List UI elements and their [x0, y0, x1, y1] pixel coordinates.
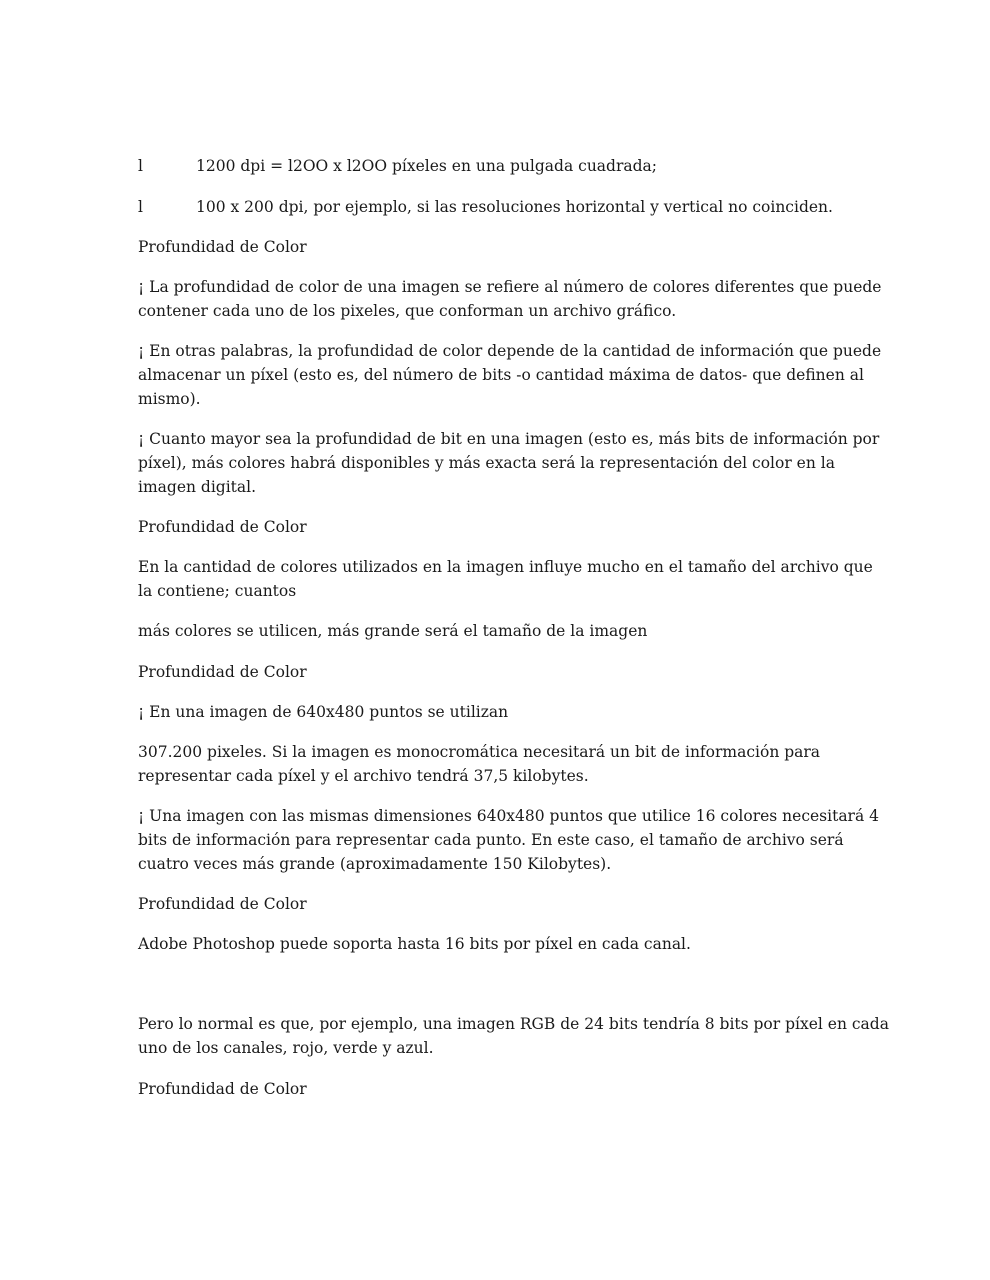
paragraph-line: Pero lo normal es que, por ejemplo, una imagen RGB de 24 bits tendría 8 bits por píxel en cada [138, 1015, 889, 1033]
paragraph-line: píxel), más colores habrá disponibles y más exacta será la representación del color en la [138, 454, 835, 472]
paragraph-line: ¡ Cuanto mayor sea la profundidad de bit en una imagen (esto es, más bits de información por [138, 430, 880, 448]
paragraph-line: representar cada píxel y el archivo tendrá 37,5 kilobytes. [138, 767, 589, 785]
paragraph-line: ¡ Una imagen con las mismas dimensiones 640x480 puntos que utilice 16 colores necesitará 4 [138, 807, 879, 825]
bullet-text: 1200 dpi = l2OO x l2OO píxeles en una pulgada cuadrada; [196, 157, 658, 175]
paragraph-line: ¡ La profundidad de color de una imagen se refiere al número de colores diferentes que puede [138, 278, 882, 296]
section-heading: Profundidad de Color [138, 238, 307, 256]
paragraph-line: 307.200 pixeles. Si la imagen es monocromática necesitará un bit de información para [138, 743, 821, 761]
bullet-text: 100 x 200 dpi, por ejemplo, si las resoluciones horizontal y vertical no coinciden. [196, 198, 833, 216]
paragraph-line: cuatro veces más grande (aproximadamente 150 Kilobytes). [138, 855, 612, 873]
bullet-marker: l [138, 157, 143, 175]
paragraph-line: uno de los canales, rojo, verde y azul. [138, 1039, 434, 1057]
paragraph-line: la contiene; cuantos [138, 582, 297, 600]
paragraph-line: mismo). [138, 390, 201, 408]
paragraph-line: Adobe Photoshop puede soporta hasta 16 bits por píxel en cada canal. [138, 935, 691, 953]
section-heading: Profundidad de Color [138, 1080, 307, 1098]
paragraph-line: ¡ En otras palabras, la profundidad de color depende de la cantidad de información que puede [138, 342, 882, 360]
paragraph-line: almacenar un píxel (esto es, del número de bits -o cantidad máxima de datos- que definen al [138, 366, 864, 384]
section-heading: Profundidad de Color [138, 895, 307, 913]
paragraph-line: contener cada uno de los pixeles, que conforman un archivo gráfico. [138, 302, 677, 320]
section-heading: Profundidad de Color [138, 518, 307, 536]
bullet-marker: l [138, 198, 143, 216]
section-heading: Profundidad de Color [138, 663, 307, 681]
paragraph-line: más colores se utilicen, más grande será el tamaño de la imagen [138, 622, 648, 640]
paragraph-line: ¡ En una imagen de 640x480 puntos se utilizan [138, 703, 509, 721]
paragraph-line: bits de información para representar cada punto. En este caso, el tamaño de archivo será [138, 831, 844, 849]
paragraph-line: imagen digital. [138, 478, 257, 496]
paragraph-line: En la cantidad de colores utilizados en la imagen influye mucho en el tamaño del archivo que [138, 558, 873, 576]
